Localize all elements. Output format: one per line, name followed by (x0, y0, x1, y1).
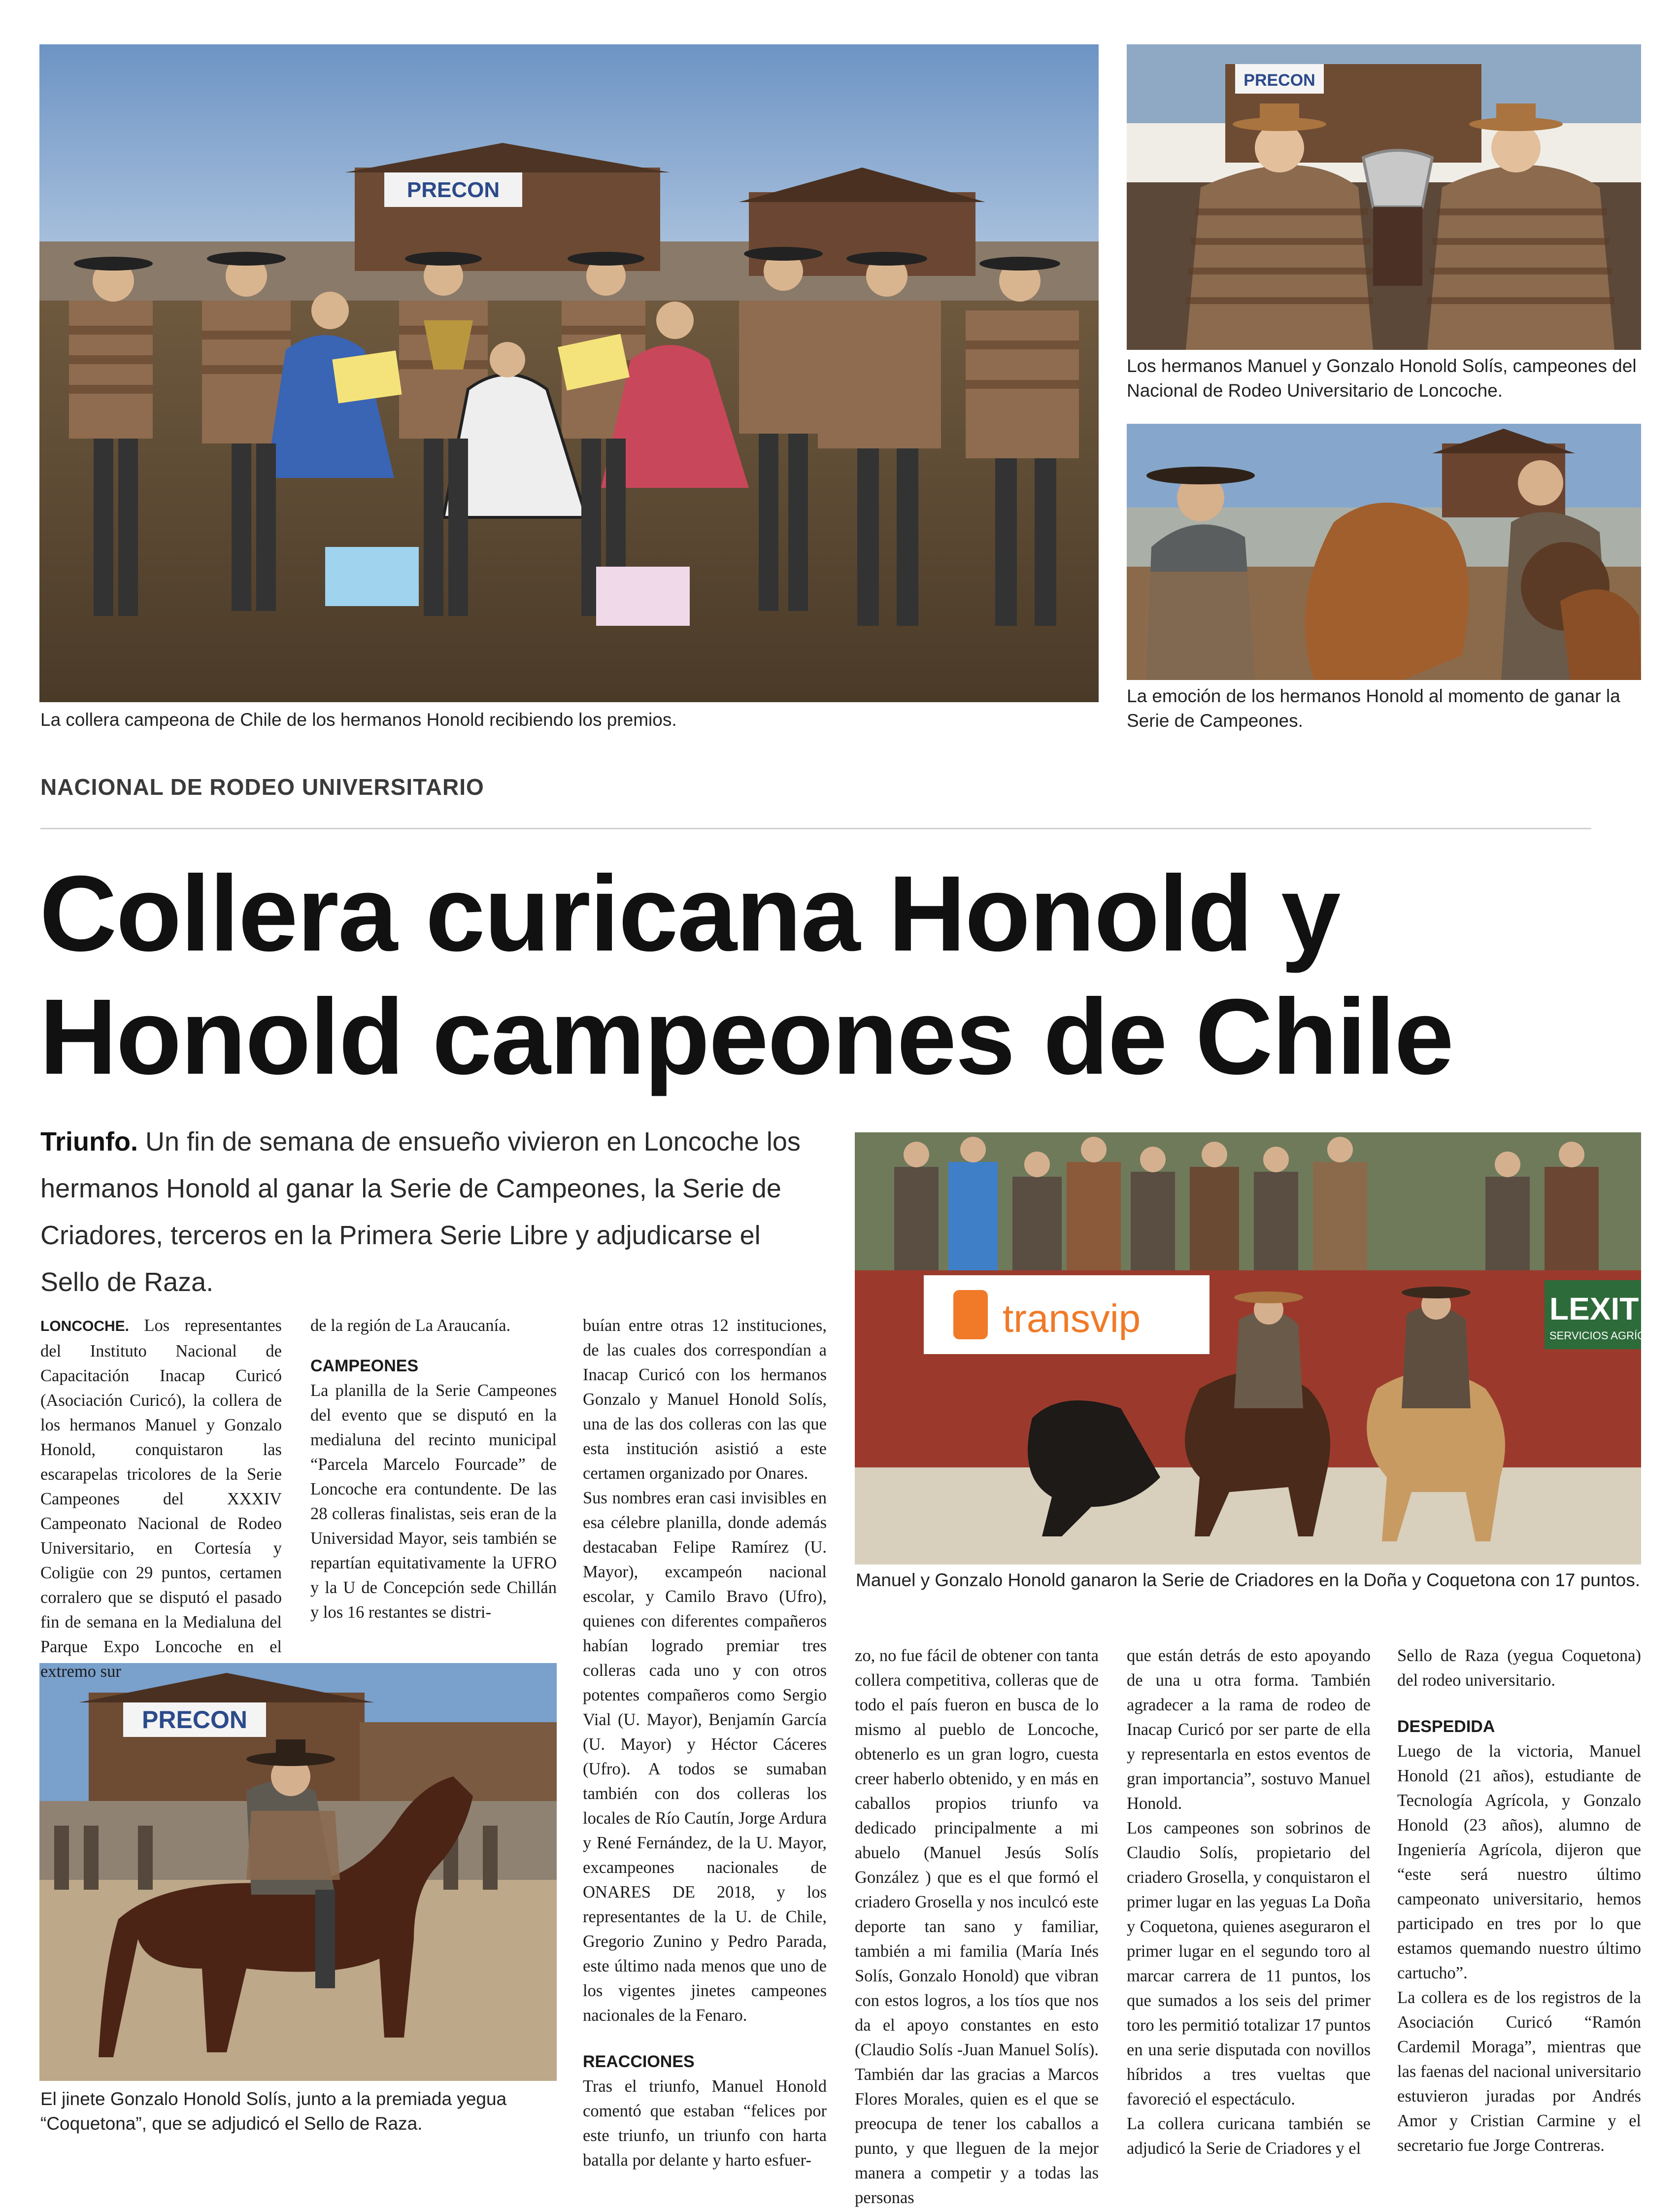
precon-sign-horse: PRECON (142, 1706, 247, 1734)
precon-sign: PRECON (406, 178, 500, 202)
lead-paragraph (40, 1119, 824, 1306)
article-column-5 (1127, 1643, 1371, 2161)
dateline: LONCOCHE. (40, 1318, 129, 1334)
section-kicker: NACIONAL DE RODEO UNIVERSITARIO (40, 774, 484, 800)
article-text: La collera curicana también se adjudicó la Serie de Criadores y el (1127, 2114, 1371, 2158)
lexit-sign-sub: SERVICIOS AGRÍCO (1549, 1329, 1654, 1342)
subhead-despedida: DESPEDIDA (1397, 1717, 1495, 1736)
article-column-4 (855, 1643, 1099, 2210)
trophy-photo-caption: Los hermanos Manuel y Gonzalo Honold Solís, campeones del Nacional de Rodeo Universitario de Loncoche. (1127, 356, 1637, 401)
article-text: La collera es de los registros de la Asociación Curicó “Ramón Cardemil Moraga”, mientras que las faenas del nacional universitario estuvieron juradas por Andrés Amor y Cristian Carmine y el secretario fue Jorge Contreras. (1397, 1988, 1641, 2155)
article-text: Sus nombres eran casi invisibles en esa célebre planilla, donde además destacaban Felipe Ramírez (U. Mayor), excampeón nacional escolar, y Camilo Bravo (Ufro), quienes con diferentes compañeros habían logrado premiar tres colleras cada uno y con otros potentes compañeros como Sergio Vial (U. Mayor), Benjamín García (U. Mayor) y Héctor Cáceres (Ufro). A todos se sumaban también con dos colleras los locales de Río Cautín, Jorge Ardura y René Fernández, de la U. Mayor, excampeones nacionales de ONARES DE 2018, y los representantes de la U. de Chile, Gregorio Zunino y Pedro Parada, este último nada menos que uno de los vigentes jinetes campeones nacionales de la Fenaro. (583, 1489, 827, 2025)
article-text: de la región de La Araucanía. (310, 1316, 511, 1335)
lexit-sign: LEXIT (1549, 1291, 1639, 1326)
subhead-reacciones: REACCIONES (583, 2052, 695, 2071)
article-text: buían entre otras 12 instituciones, de las cuales dos correspondían a Inacap Curicó con los hermanos Gonzalo y Manuel Honold Solís, una de las dos colleras con las que esta institución asistió a este certamen organizado por Onares. (583, 1316, 827, 1483)
main-photo-caption: La collera campeona de Chile de los hermanos Honold recibiendo los premios. (40, 710, 677, 730)
transvip-sign: transvip (1003, 1296, 1141, 1340)
trophy-photo (1127, 44, 1641, 350)
horse-photo-caption: El jinete Gonzalo Honold Solís, junto a la premiada yegua “Coquetona”, que se adjudicó el Sello de Raza. (40, 2089, 507, 2134)
headline-line-1: Collera curicana Honold y (39, 854, 1340, 974)
article-text: Los campeones son sobrinos de Claudio Solís, propietario del criadero Grosella, y conquistaron el primer lugar en las yeguas La Doña y Coquetona, quienes aseguraron el primer lugar en el segundo toro al marcar carrera de 11 puntos, los que sumados a los seis del primer toro les permitió totalizar 17 puntos en una serie disputada con novillos híbridos a tres vueltas que favoreció el espectáculo. (1127, 1819, 1371, 2108)
emotion-photo-caption: La emoción de los hermanos Honold al momento de ganar la Serie de Campeones. (1127, 686, 1620, 731)
main-photo (39, 44, 1099, 702)
article-text: Los representantes del Instituto Nacional de Capacitación Inacap Curicó (Asociación Curicó), la collera de los hermanos Manuel y Gonzalo Honold, conquistaron las escarapelas tricolores de la Serie Campeones del XXXIV Campeonato Nacional de Rodeo Universitario, en Cortesía y Coligüe con 29 puntos, certamen corralero que se disputó el pasado fin de semana en la Medialuna del Parque Expo Loncoche en el extremo sur (40, 1316, 282, 1681)
headline-line-2: Honold campeones de Chile (39, 977, 1453, 1097)
lead-keyword: Triunfo. (40, 1127, 138, 1156)
article-text: La planilla de la Serie Campeones del evento que se disputó en la medialuna del recinto municipal “Parcela Marcelo Fourcade” de Loncoche era contundente. De las 28 colleras finalistas, seis eran de la Universidad Mayor, seis también se repartían equitativamente la UFRO y la U de Concepción sede Chillán y los 16 restantes se distri- (310, 1381, 557, 1622)
rodeo-photo-caption: Manuel y Gonzalo Honold ganaron la Serie de Criadores en la Doña y Coquetona con 17 puntos. (856, 1570, 1641, 1590)
article-column-2 (310, 1313, 557, 1625)
precon-sign-small: PRECON (1243, 71, 1315, 90)
article-text: Tras el triunfo, Manuel Honold comentó que estaban “felices por este triunfo, un triunfo con harta batalla por delante y harto esfuer- (583, 2077, 827, 2170)
article-text: Luego de la victoria, Manuel Honold (21 años), estudiante de Tecnología Agrícola, y Gonzalo Honold (23 años), alumno de Ingeniería Agrícola, dijeron que “este será nuestro último campeonato universitario, hemos participado en tres por lo que estamos quemando nuestro último cartucho”. (1397, 1742, 1641, 1982)
rodeo-photo (855, 1132, 1654, 1564)
headline (39, 852, 1641, 1099)
article-column-1 (40, 1313, 282, 1684)
article-text: zo, no fue fácil de obtener con tanta collera competitiva, colleras que de todo el país fueron en busca de lo mismo al pueblo de Loncoche, obtenerlo es un gran logro, cuesta creer haberlo obtenido, y en más en caballos propios triunfo va dedicado principalmente a mi abuelo (Manuel Jesús Solís González ) que es el que formó el criadero Grosella y nos inculcó este deporte tan sano y familiar, también a mi familia (María Inés Solís, Gonzalo Honold) que vibran con estos logros, a los tíos que nos da el apoyo constantes en esto (Claudio Solís -Juan Manuel Solís). También dar las gracias a Marcos Flores Morales, quien es el que se preocupa de tener los caballos a punto, y que lleguen de la mejor manera a competir y a todas las personas (855, 1646, 1099, 2207)
horse-photo (39, 1663, 557, 2081)
article-column-6 (1397, 1643, 1641, 2158)
lead-text: Un fin de semana de ensueño vivieron en Loncoche los hermanos Honold al ganar la Serie de Campeones, la Serie de Criadores, terceros en la Primera Serie Libre y adjudicarse el Sello de Raza. (40, 1127, 801, 1297)
section-divider (40, 828, 1591, 829)
article-column-3 (583, 1313, 827, 2173)
article-text: Sello de Raza (yegua Coquetona) del rodeo universitario. (1397, 1646, 1641, 1690)
article-text: que están detrás de esto apoyando de una u otra forma. También agradecer a la rama de rodeo de Inacap Curicó por ser parte de ella y representarla en estos eventos de gran importancia”, sostuvo Manuel Honold. (1127, 1646, 1371, 1813)
subhead-campeones: CAMPEONES (310, 1357, 419, 1375)
emotion-photo (1127, 424, 1641, 680)
